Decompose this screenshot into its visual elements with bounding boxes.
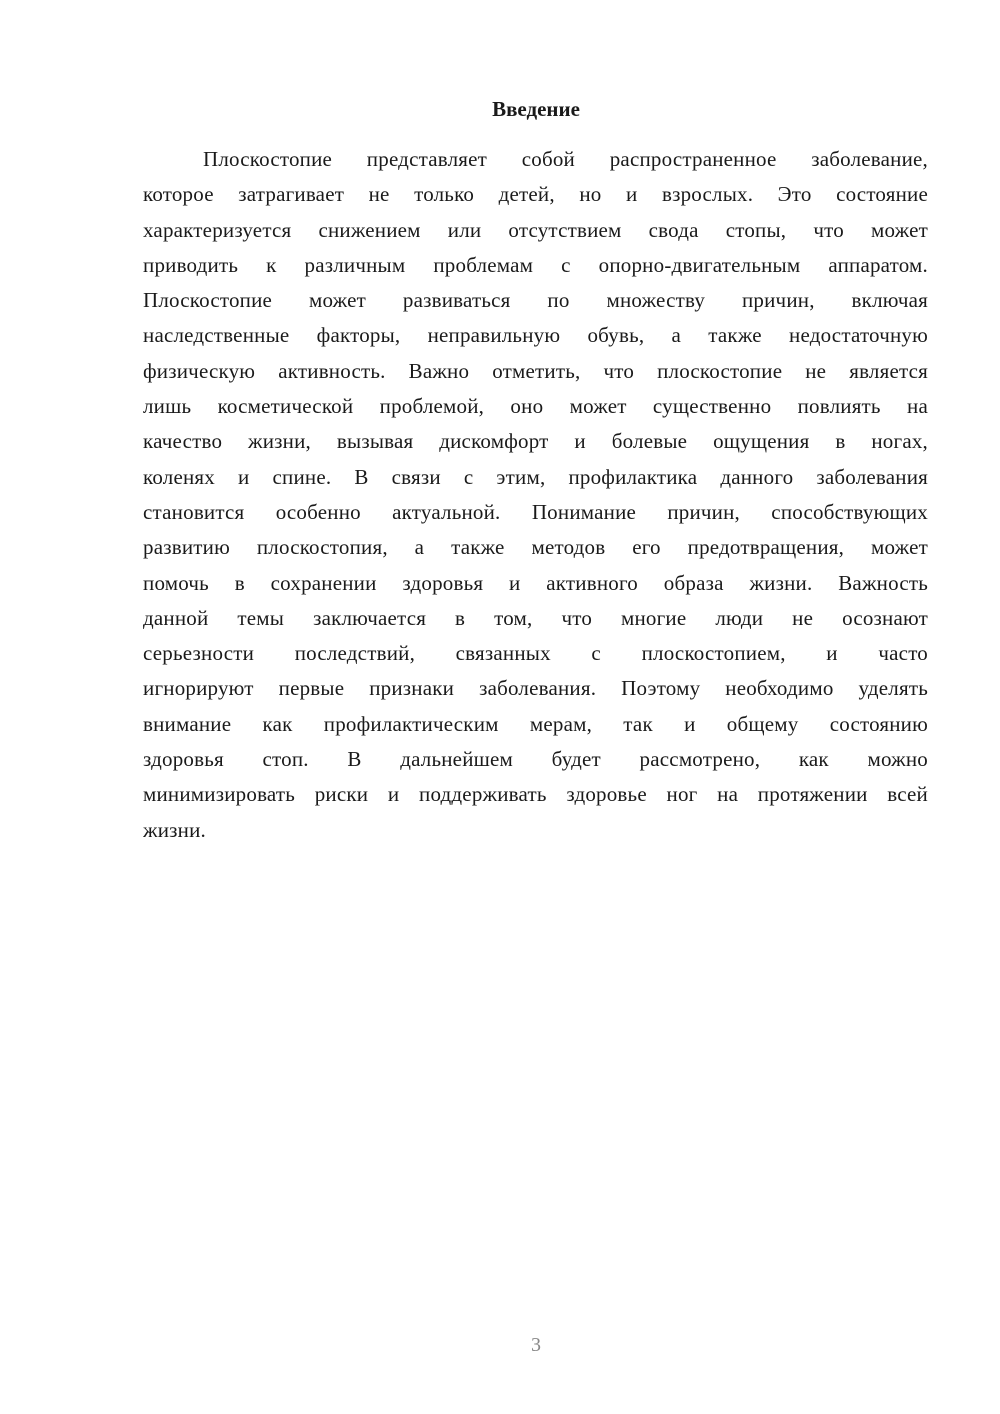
- text-line: наследственные факторы, неправильную обувь, а также недостаточную: [143, 323, 928, 348]
- text-line: внимание как профилактическим мерам, так и общему состоянию: [143, 711, 928, 736]
- text-line: Плоскостопие может развиваться по множеству причин, включая: [143, 288, 928, 313]
- text-line: характеризуется снижением или отсутствием свода стопы, что может: [143, 217, 928, 242]
- text-line: Плоскостопие представляет собой распространенное заболевание,: [203, 147, 928, 171]
- text-line: качество жизни, вызывая дискомфорт и болевые ощущения в ногах,: [143, 429, 928, 454]
- text-line: жизни.: [143, 817, 206, 842]
- text-line: минимизировать риски и поддерживать здоровье ног на протяжении всей: [143, 782, 928, 807]
- section-heading: Введение: [492, 97, 580, 121]
- text-line: здоровья стоп. В дальнейшем будет рассмотрено, как можно: [143, 747, 928, 772]
- text-line: становится особенно актуальной. Понимание причин, способствующих: [143, 499, 928, 524]
- text-line: коленях и спине. В связи с этим, профилактика данного заболевания: [143, 464, 928, 489]
- text-line: физическую активность. Важно отметить, что плоскостопие не является: [143, 358, 928, 383]
- text-line: помочь в сохранении здоровья и активного образа жизни. Важность: [143, 570, 928, 595]
- text-line: развитию плоскостопия, а также методов его предотвращения, может: [143, 535, 928, 560]
- text-line: приводить к различным проблемам с опорно-двигательным аппаратом.: [143, 252, 928, 277]
- text-line: которое затрагивает не только детей, но и взрослых. Это состояние: [143, 182, 928, 207]
- text-line: серьезности последствий, связанных с плоскостопием, и часто: [143, 641, 928, 666]
- text-line: лишь косметической проблемой, оно может существенно повлиять на: [143, 394, 928, 419]
- page-number: 3: [531, 1334, 541, 1356]
- body-paragraph: [143, 142, 928, 848]
- text-line: данной темы заключается в том, что многие люди не осознают: [143, 605, 928, 630]
- text-line: игнорируют первые признаки заболевания. Поэтому необходимо уделять: [143, 676, 928, 701]
